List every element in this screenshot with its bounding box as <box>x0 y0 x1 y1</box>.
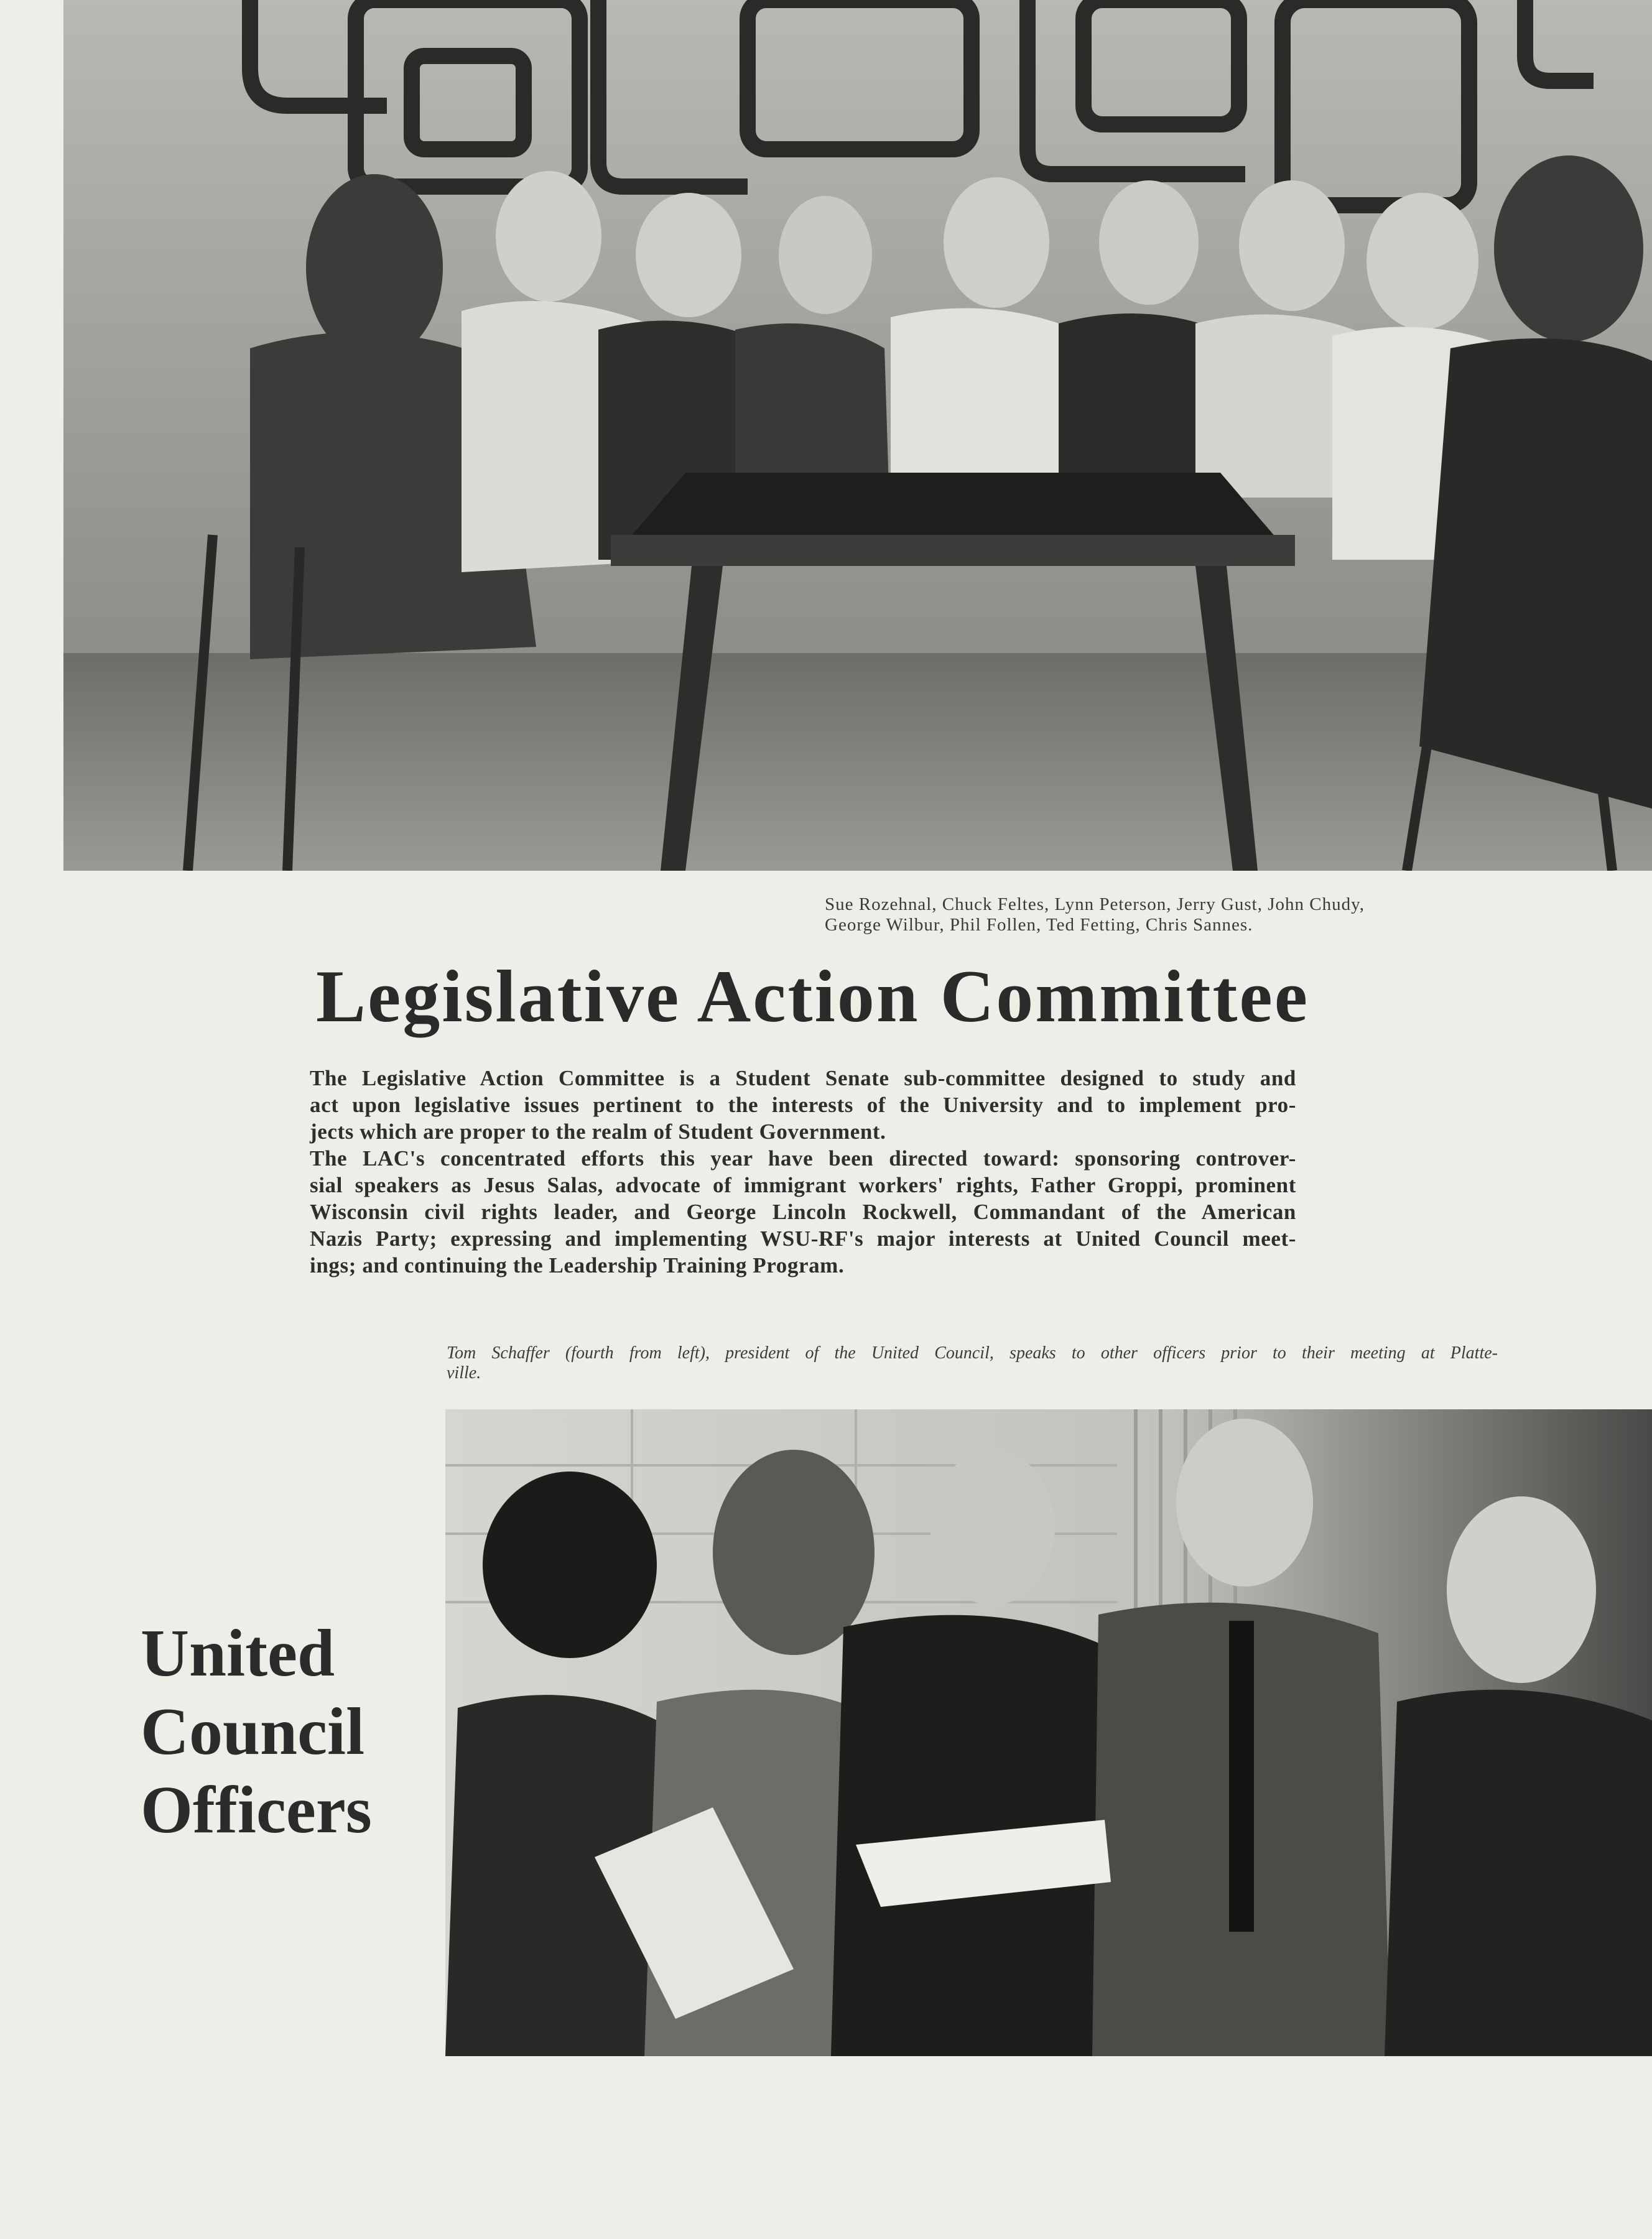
heading-line: United <box>141 1616 335 1690</box>
lac-description <box>310 1065 1296 1279</box>
body-line: ings; and continuing the Leadership Training Program. <box>310 1253 845 1277</box>
uco-group-photo <box>445 1409 1652 2056</box>
caption-line: Tom Schaffer (fourth from left), president of the United Council, speaks to other officers prior to their meeting at Platte- <box>447 1343 1498 1363</box>
body-line: sial speakers as Jesus Salas, advocate of immigrant workers' rights, Father Groppi, prominent <box>310 1173 1296 1197</box>
body-line: Wisconsin civil rights leader, and George Lincoln Rockwell, Commandant of the American <box>310 1200 1296 1224</box>
caption-line: George Wilbur, Phil Follen, Ted Fetting, Chris Sannes. <box>825 915 1253 935</box>
body-line: The Legislative Action Committee is a Student Senate sub-committee designed to study and <box>310 1066 1296 1090</box>
body-line: Nazis Party; expressing and implementing WSU-RF's major interests at United Council meet- <box>310 1226 1296 1251</box>
lac-group-photo <box>63 0 1652 871</box>
body-line: The LAC's concentrated efforts this year have been directed toward: sponsoring controver- <box>310 1146 1296 1170</box>
lac-heading: Legislative Action Committee <box>316 955 1309 1037</box>
body-line: act upon legislative issues pertinent to the interests of the University and to implement pro- <box>310 1093 1296 1117</box>
caption-line: ville. <box>447 1363 481 1383</box>
body-line: jects which are proper to the realm of Student Government. <box>310 1120 886 1144</box>
heading-line: Officers <box>141 1773 372 1847</box>
lac-photo-caption <box>825 894 1509 935</box>
uco-heading <box>141 1615 414 1850</box>
heading-line: Council <box>141 1695 365 1769</box>
uco-photo-caption <box>447 1343 1498 1383</box>
caption-line: Sue Rozehnal, Chuck Feltes, Lynn Peterson, Jerry Gust, John Chudy, <box>825 894 1365 914</box>
